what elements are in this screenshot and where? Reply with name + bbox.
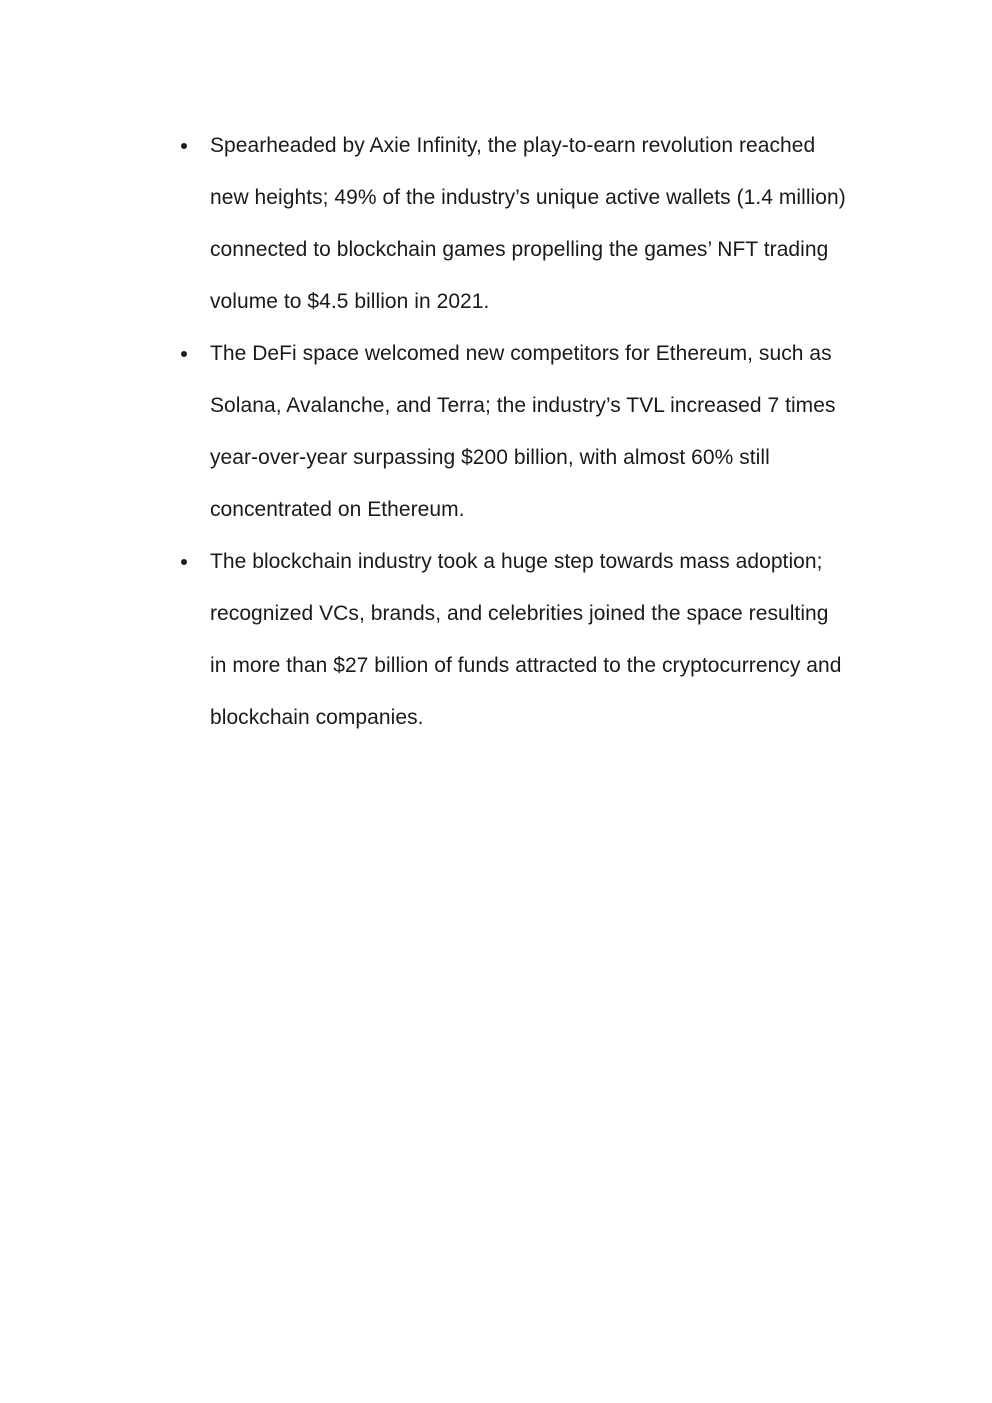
list-item (175, 120, 855, 328)
list-item (175, 328, 855, 536)
bullet-dot-icon (181, 559, 187, 565)
list-item (175, 536, 855, 744)
bullet-list (175, 120, 855, 744)
bullet-dot-icon (181, 351, 187, 357)
list-item-text: The blockchain industry took a huge step towards mass adoption; recognized VCs, brands, and celebrities joined the space resulting in more than $27 billion of funds attracted to the cryptocurrency and blockchain companies. (210, 550, 842, 729)
bullet-dot-icon (181, 143, 187, 149)
list-item-text: Spearheaded by Axie Infinity, the play-to-earn revolution reached new heights; 49% of the industry’s unique active wallets (1.4 million) connected to blockchain games propelling the games’ NFT trading volume to $4.5 billion in 2021. (210, 134, 846, 313)
list-item-text: The DeFi space welcomed new competitors for Ethereum, such as Solana, Avalanche, and Terra; the industry’s TVL increased 7 times year-over-year surpassing $200 billion, with almost 60% still concentrated on Ethereum. (210, 342, 836, 521)
